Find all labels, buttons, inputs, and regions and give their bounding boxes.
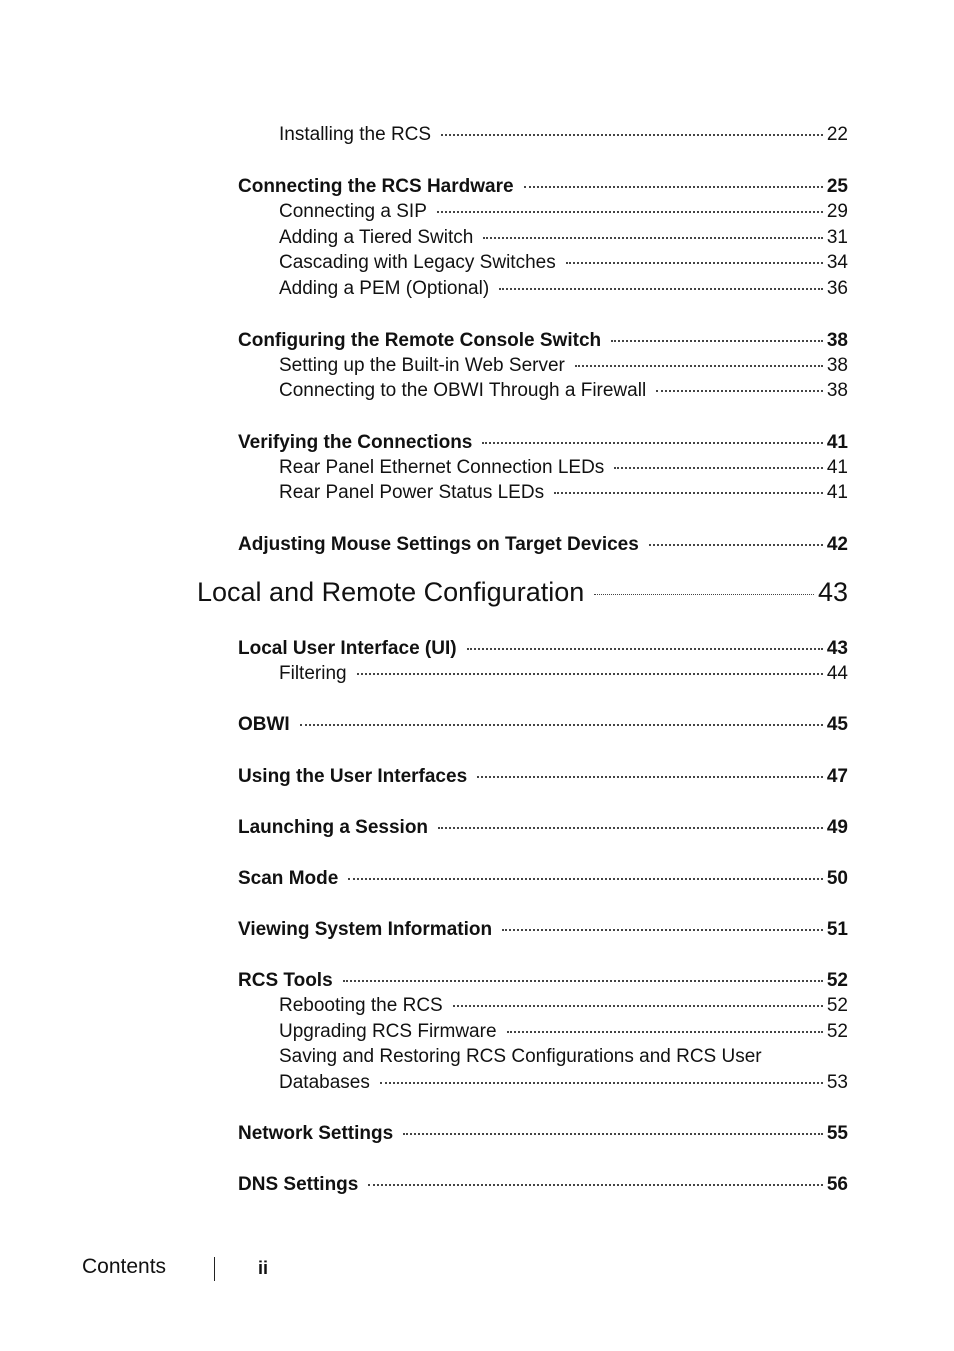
toc-entry-page: 50 — [826, 868, 848, 889]
toc-entry-title-line2: Databases — [279, 1072, 370, 1093]
toc-entry-title: Adding a PEM (Optional) — [279, 278, 490, 299]
toc-entry-page: 53 — [826, 1072, 848, 1093]
toc-entry-title: Configuring the Remote Console Switch — [238, 330, 602, 351]
dot-leader — [575, 365, 823, 367]
toc-entry-page: 38 — [826, 330, 848, 351]
toc-entry[interactable] — [238, 968, 848, 994]
toc-entry-page: 44 — [826, 663, 848, 684]
toc-entry-title: Verifying the Connections — [238, 432, 473, 453]
dot-leader — [649, 544, 823, 546]
toc-entry-page: 41 — [826, 482, 848, 503]
toc-entry-page: 41 — [826, 457, 848, 478]
dot-leader — [566, 262, 823, 264]
toc-entry[interactable] — [279, 225, 848, 251]
toc-entry[interactable] — [279, 378, 848, 404]
dot-leader — [437, 211, 823, 213]
dot-leader — [300, 724, 823, 726]
toc-entry-title: Upgrading RCS Firmware — [279, 1021, 497, 1042]
toc-entry-title: Filtering — [279, 663, 347, 684]
toc-entry[interactable] — [279, 661, 848, 687]
toc-entry-page: 45 — [826, 714, 848, 735]
toc-entry-title: Rebooting the RCS — [279, 995, 443, 1016]
toc-chapter-title: Local and Remote Configuration — [197, 577, 585, 607]
toc-entry-page: 31 — [826, 227, 848, 248]
toc-entry[interactable] — [279, 122, 848, 148]
toc-entry-title: Adding a Tiered Switch — [279, 227, 474, 248]
toc-chapter-entry[interactable] — [197, 575, 848, 609]
toc-entry[interactable] — [279, 353, 848, 379]
toc-entry-title: RCS Tools — [238, 970, 333, 991]
toc-entry[interactable] — [238, 532, 848, 558]
toc-entry[interactable] — [238, 1121, 848, 1147]
dot-leader — [656, 390, 823, 392]
dot-leader — [614, 467, 823, 469]
toc-entry-title: OBWI — [238, 714, 290, 735]
toc-entry-page: 55 — [826, 1123, 848, 1144]
toc-entry-title: Network Settings — [238, 1123, 394, 1144]
toc-entry-title: Installing the RCS — [279, 124, 432, 145]
toc-entry-page: 52 — [826, 995, 848, 1016]
dot-leader — [343, 980, 823, 982]
dot-leader — [524, 186, 823, 188]
toc-entry-title: Local User Interface (UI) — [238, 638, 457, 659]
toc-entry[interactable] — [238, 430, 848, 456]
toc-entry[interactable] — [238, 917, 848, 943]
toc-entry-title: Setting up the Built-in Web Server — [279, 355, 565, 376]
toc-entry-page: 34 — [826, 252, 848, 273]
toc-entry-page: 36 — [826, 278, 848, 299]
toc-entry[interactable] — [238, 1172, 848, 1198]
toc-entry-title: Connecting a SIP — [279, 201, 427, 222]
toc-entry-title: Scan Mode — [238, 868, 339, 889]
toc-entry[interactable] — [279, 1019, 848, 1045]
toc-entry-page: 38 — [826, 380, 848, 401]
toc-entry-page: 25 — [826, 176, 848, 197]
dot-leader — [441, 134, 823, 136]
toc-entry-page: 47 — [826, 766, 848, 787]
toc-entry[interactable] — [238, 328, 848, 354]
toc-entry-page: 22 — [826, 124, 848, 145]
toc-entry-page: 51 — [826, 919, 848, 940]
footer-section-label: Contents — [82, 1255, 167, 1278]
dot-leader — [368, 1184, 823, 1186]
toc-entry-title: Rear Panel Power Status LEDs — [279, 482, 545, 503]
dot-leader — [438, 827, 823, 829]
dot-leader — [594, 594, 814, 595]
dot-leader — [453, 1005, 823, 1007]
toc-entry-title: Connecting to the OBWI Through a Firewall — [279, 380, 647, 401]
toc-entry[interactable] — [238, 815, 848, 841]
dot-leader — [403, 1133, 823, 1135]
dot-leader — [502, 929, 823, 931]
toc-entry-title: Rear Panel Ethernet Connection LEDs — [279, 457, 605, 478]
toc-entry[interactable] — [238, 764, 848, 790]
toc-entry-page: 42 — [826, 534, 848, 555]
dot-leader — [482, 442, 822, 444]
toc-entry-title: Using the User Interfaces — [238, 766, 468, 787]
toc-entry-title: Viewing System Information — [238, 919, 493, 940]
toc-entry[interactable] — [238, 636, 848, 662]
toc-entry[interactable] — [279, 199, 848, 225]
toc-entry-page: 38 — [826, 355, 848, 376]
toc-entry-title-line1[interactable]: Saving and Restoring RCS Configurations and RCS User — [279, 1046, 762, 1067]
footer-divider — [214, 1257, 215, 1281]
toc-entry-title: Launching a Session — [238, 817, 429, 838]
toc-entry[interactable] — [279, 250, 848, 276]
toc-entry-page: 29 — [826, 201, 848, 222]
toc-entry[interactable] — [279, 455, 848, 481]
toc-entry[interactable] — [279, 1070, 848, 1096]
toc-entry[interactable] — [238, 866, 848, 892]
toc-entry[interactable] — [238, 712, 848, 738]
toc-entry-title: DNS Settings — [238, 1174, 359, 1195]
toc-entry[interactable] — [279, 276, 848, 302]
toc-entry-title: Cascading with Legacy Switches — [279, 252, 556, 273]
toc-entry-page: 52 — [826, 1021, 848, 1042]
toc-entry[interactable] — [238, 174, 848, 200]
toc-entry[interactable] — [279, 480, 848, 506]
dot-leader — [477, 776, 823, 778]
toc-entry-page: 49 — [826, 817, 848, 838]
dot-leader — [507, 1031, 823, 1033]
toc-entry-page: 56 — [826, 1174, 848, 1195]
toc-entry-page: 52 — [826, 970, 848, 991]
dot-leader — [348, 878, 823, 880]
dot-leader — [499, 288, 823, 290]
dot-leader — [467, 648, 823, 650]
dot-leader — [554, 492, 823, 494]
dot-leader — [357, 673, 823, 675]
toc-entry-title: Adjusting Mouse Settings on Target Devices — [238, 534, 639, 555]
dot-leader — [380, 1082, 823, 1084]
toc-entry-title: Connecting the RCS Hardware — [238, 176, 514, 197]
dot-leader — [483, 237, 823, 239]
toc-entry-page: 41 — [826, 432, 848, 453]
footer-page-number: ii — [258, 1258, 269, 1278]
toc-entry[interactable] — [279, 993, 848, 1019]
dot-leader — [611, 340, 823, 342]
toc-entry-page: 43 — [826, 638, 848, 659]
toc-chapter-page: 43 — [817, 577, 848, 607]
